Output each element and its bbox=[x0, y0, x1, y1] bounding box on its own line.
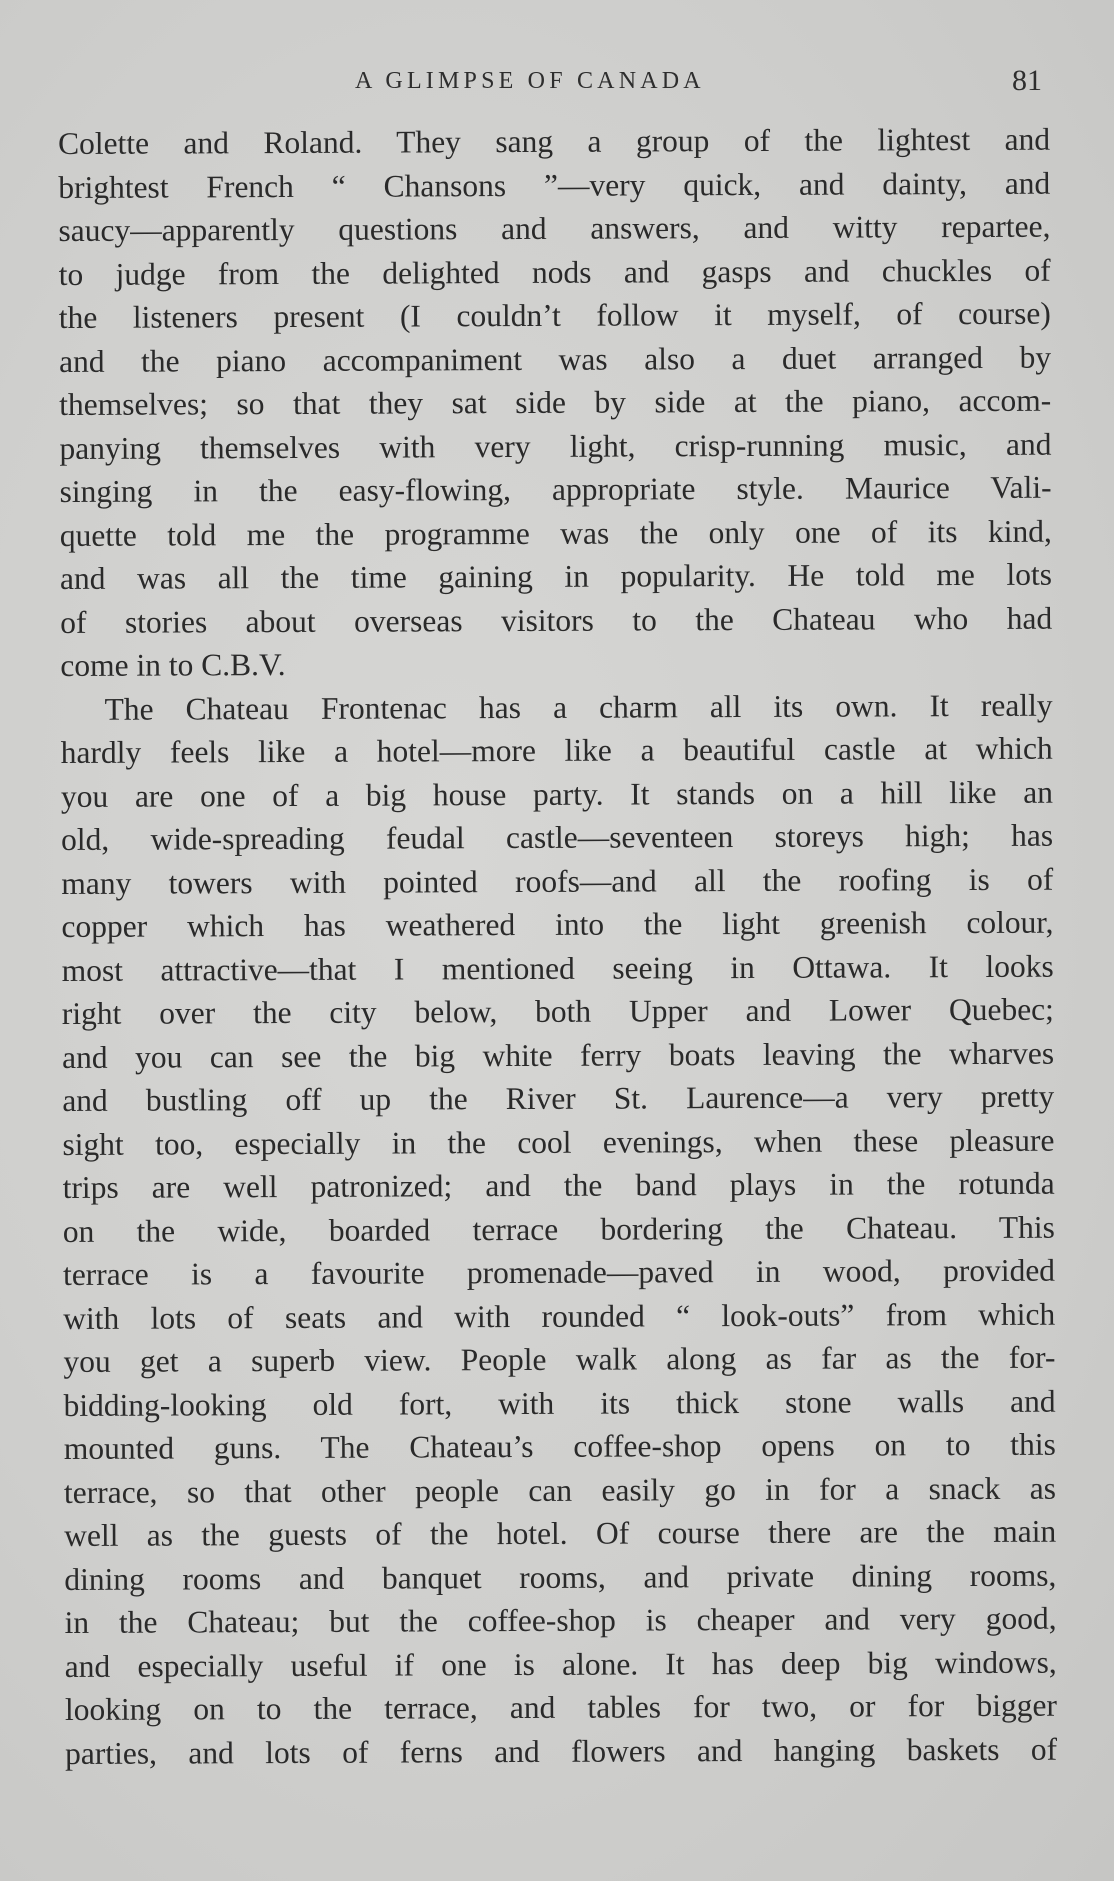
text-line: to judge from the delighted nods and gasps and chuckles of bbox=[58, 252, 1051, 292]
text-line: The Chateau Frontenac has a charm all its own. It really bbox=[104, 687, 1053, 727]
text-line: trips are well patronized; and the band plays in the rotunda bbox=[62, 1165, 1055, 1205]
text-line: you get a superb view. People walk along as far as the for- bbox=[63, 1339, 1056, 1379]
text-line: copper which has weathered into the light greenish colour, bbox=[61, 904, 1054, 944]
text-line: the listeners present (I couldn’t follow it myself, of course) bbox=[58, 295, 1051, 335]
text-line: on the wide, boarded terrace bordering the Chateau. This bbox=[62, 1209, 1055, 1249]
text-line: sight too, especially in the cool evenings, when these pleasure bbox=[62, 1122, 1055, 1162]
text-line: of stories about overseas visitors to the Chateau who had bbox=[60, 600, 1053, 640]
running-head bbox=[0, 64, 1114, 104]
text-line: dining rooms and banquet rooms, and private dining rooms, bbox=[64, 1557, 1057, 1597]
text-line: well as the guests of the hotel. Of course there are the main bbox=[64, 1513, 1057, 1553]
text-line: and the piano accompaniment was also a duet arranged by bbox=[58, 339, 1052, 379]
body-text bbox=[58, 118, 1057, 1775]
text-line: most attractive—that I mentioned seeing in Ottawa. It looks bbox=[61, 948, 1054, 988]
text-line: quette told me the programme was the only one of its kind, bbox=[59, 513, 1052, 553]
text-line: terrace is a favourite promenade—paved in wood, provided bbox=[62, 1252, 1056, 1292]
text-line: panying themselves with very light, crisp-running music, and bbox=[59, 426, 1052, 466]
text-line: singing in the easy-flowing, appropriate style. Maurice Vali- bbox=[59, 469, 1052, 509]
text-line: many towers with pointed roofs—and all the roofing is of bbox=[61, 861, 1054, 901]
text-line: you are one of a big house party. It stands on a hill like an bbox=[60, 774, 1054, 814]
text-line: hardly feels like a hotel—more like a beautiful castle at which bbox=[60, 730, 1053, 770]
text-line: and you can see the big white ferry boats leaving the wharves bbox=[62, 1035, 1055, 1075]
text-line: right over the city below, both Upper and Lower Quebec; bbox=[61, 991, 1054, 1031]
text-line: parties, and lots of ferns and flowers and hanging baskets of bbox=[65, 1731, 1058, 1771]
text-line: Colette and Roland. They sang a group of the lightest and bbox=[58, 121, 1051, 161]
text-line: terrace, so that other people can easily go in for a snack as bbox=[63, 1470, 1057, 1510]
text-line: and bustling off up the River St. Laurence—a very pretty bbox=[62, 1078, 1055, 1118]
text-line: in the Chateau; but the coffee-shop is cheaper and very good, bbox=[64, 1600, 1057, 1640]
text-line: old, wide-spreading feudal castle—seventeen storeys high; has bbox=[61, 817, 1054, 857]
text-line: with lots of seats and with rounded “ look-outs” from which bbox=[63, 1296, 1056, 1336]
page-number: 81 bbox=[1012, 64, 1042, 97]
text-line: looking on to the terrace, and tables for two, or for bigger bbox=[64, 1687, 1057, 1727]
text-line: and especially useful if one is alone. It has deep big windows, bbox=[64, 1644, 1057, 1684]
text-line: saucy—apparently questions and answers, and witty repartee, bbox=[58, 208, 1051, 248]
text-line: bidding-looking old fort, with its thick stone walls and bbox=[63, 1383, 1056, 1423]
running-title: A GLIMPSE OF CANADA bbox=[355, 68, 705, 94]
text-line: themselves; so that they sat side by side at the piano, accom- bbox=[59, 382, 1052, 422]
text-line: brightest French “ Chansons ”—very quick, and dainty, and bbox=[58, 165, 1051, 205]
text-line: come in to C.B.V. bbox=[60, 647, 286, 683]
text-line: mounted guns. The Chateau’s coffee-shop opens on to this bbox=[63, 1426, 1056, 1466]
text-line: and was all the time gaining in popularity. He told me lots bbox=[59, 556, 1053, 596]
